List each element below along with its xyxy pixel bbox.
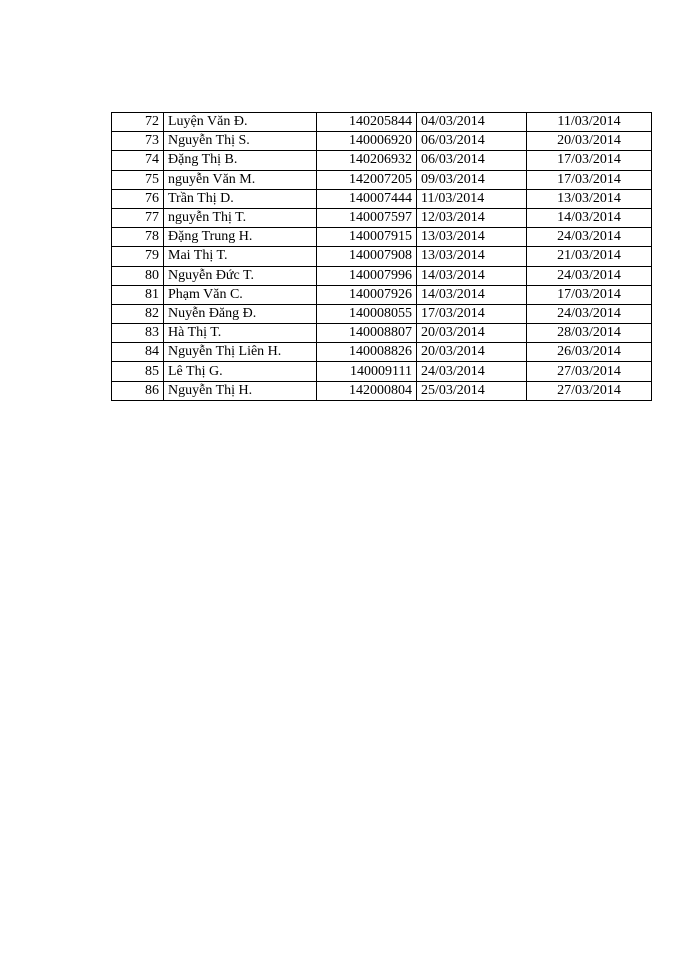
row-number: 82 (112, 304, 164, 323)
date-out: 26/03/2014 (527, 343, 652, 362)
date-out: 17/03/2014 (527, 151, 652, 170)
record-code: 140007996 (317, 266, 417, 285)
row-number: 75 (112, 170, 164, 189)
patient-name: Nguyễn Đức T. (164, 266, 317, 285)
row-number: 78 (112, 228, 164, 247)
row-number: 73 (112, 132, 164, 151)
table-row (112, 381, 652, 400)
date-in: 14/03/2014 (417, 266, 527, 285)
table-row (112, 228, 652, 247)
date-in: 06/03/2014 (417, 151, 527, 170)
record-code: 140007926 (317, 285, 417, 304)
date-out: 28/03/2014 (527, 324, 652, 343)
table-row (112, 208, 652, 227)
record-code: 142000804 (317, 381, 417, 400)
patient-name: Mai Thị T. (164, 247, 317, 266)
row-number: 86 (112, 381, 164, 400)
date-out: 17/03/2014 (527, 170, 652, 189)
date-out: 17/03/2014 (527, 285, 652, 304)
date-in: 20/03/2014 (417, 324, 527, 343)
patient-name: Nguyễn Thị S. (164, 132, 317, 151)
date-out: 13/03/2014 (527, 189, 652, 208)
record-code: 140006920 (317, 132, 417, 151)
row-number: 72 (112, 113, 164, 132)
date-in: 25/03/2014 (417, 381, 527, 400)
record-code: 142007205 (317, 170, 417, 189)
record-code: 140205844 (317, 113, 417, 132)
record-code: 140007915 (317, 228, 417, 247)
row-number: 76 (112, 189, 164, 208)
patient-name: Hà Thị T. (164, 324, 317, 343)
patient-name: Đặng Thị B. (164, 151, 317, 170)
record-code: 140007597 (317, 208, 417, 227)
date-out: 27/03/2014 (527, 381, 652, 400)
records-table-body (112, 113, 652, 401)
date-in: 14/03/2014 (417, 285, 527, 304)
record-code: 140007908 (317, 247, 417, 266)
date-out: 11/03/2014 (527, 113, 652, 132)
row-number: 77 (112, 208, 164, 227)
patient-name: nguyễn Thị T. (164, 208, 317, 227)
patient-name: Nguyễn Thị Liên H. (164, 343, 317, 362)
patient-name: Nguyễn Thị H. (164, 381, 317, 400)
table-row (112, 247, 652, 266)
row-number: 84 (112, 343, 164, 362)
record-code: 140008826 (317, 343, 417, 362)
table-row (112, 151, 652, 170)
record-code: 140007444 (317, 189, 417, 208)
date-out: 21/03/2014 (527, 247, 652, 266)
record-code: 140206932 (317, 151, 417, 170)
date-in: 13/03/2014 (417, 228, 527, 247)
patient-name: Lê Thị G. (164, 362, 317, 381)
date-in: 04/03/2014 (417, 113, 527, 132)
patient-name: Luyện Văn Đ. (164, 113, 317, 132)
patient-name: Phạm Văn C. (164, 285, 317, 304)
table-row (112, 113, 652, 132)
date-out: 24/03/2014 (527, 266, 652, 285)
patient-name: Trần Thị D. (164, 189, 317, 208)
date-in: 24/03/2014 (417, 362, 527, 381)
date-out: 24/03/2014 (527, 304, 652, 323)
date-out: 14/03/2014 (527, 208, 652, 227)
date-in: 17/03/2014 (417, 304, 527, 323)
patient-name: Nuyễn Đăng Đ. (164, 304, 317, 323)
records-table (111, 112, 652, 401)
date-in: 20/03/2014 (417, 343, 527, 362)
table-row (112, 362, 652, 381)
row-number: 81 (112, 285, 164, 304)
date-in: 13/03/2014 (417, 247, 527, 266)
table-row (112, 132, 652, 151)
date-out: 24/03/2014 (527, 228, 652, 247)
patient-name: Đặng Trung H. (164, 228, 317, 247)
table-row (112, 324, 652, 343)
row-number: 74 (112, 151, 164, 170)
date-in: 12/03/2014 (417, 208, 527, 227)
row-number: 83 (112, 324, 164, 343)
date-in: 06/03/2014 (417, 132, 527, 151)
record-code: 140008055 (317, 304, 417, 323)
row-number: 85 (112, 362, 164, 381)
date-out: 27/03/2014 (527, 362, 652, 381)
row-number: 79 (112, 247, 164, 266)
table-row (112, 189, 652, 208)
patient-name: nguyễn Văn M. (164, 170, 317, 189)
record-code: 140009111 (317, 362, 417, 381)
table-row (112, 266, 652, 285)
record-code: 140008807 (317, 324, 417, 343)
table-row (112, 343, 652, 362)
date-in: 11/03/2014 (417, 189, 527, 208)
table-row (112, 304, 652, 323)
table-row (112, 285, 652, 304)
table-row (112, 170, 652, 189)
date-in: 09/03/2014 (417, 170, 527, 189)
date-out: 20/03/2014 (527, 132, 652, 151)
row-number: 80 (112, 266, 164, 285)
